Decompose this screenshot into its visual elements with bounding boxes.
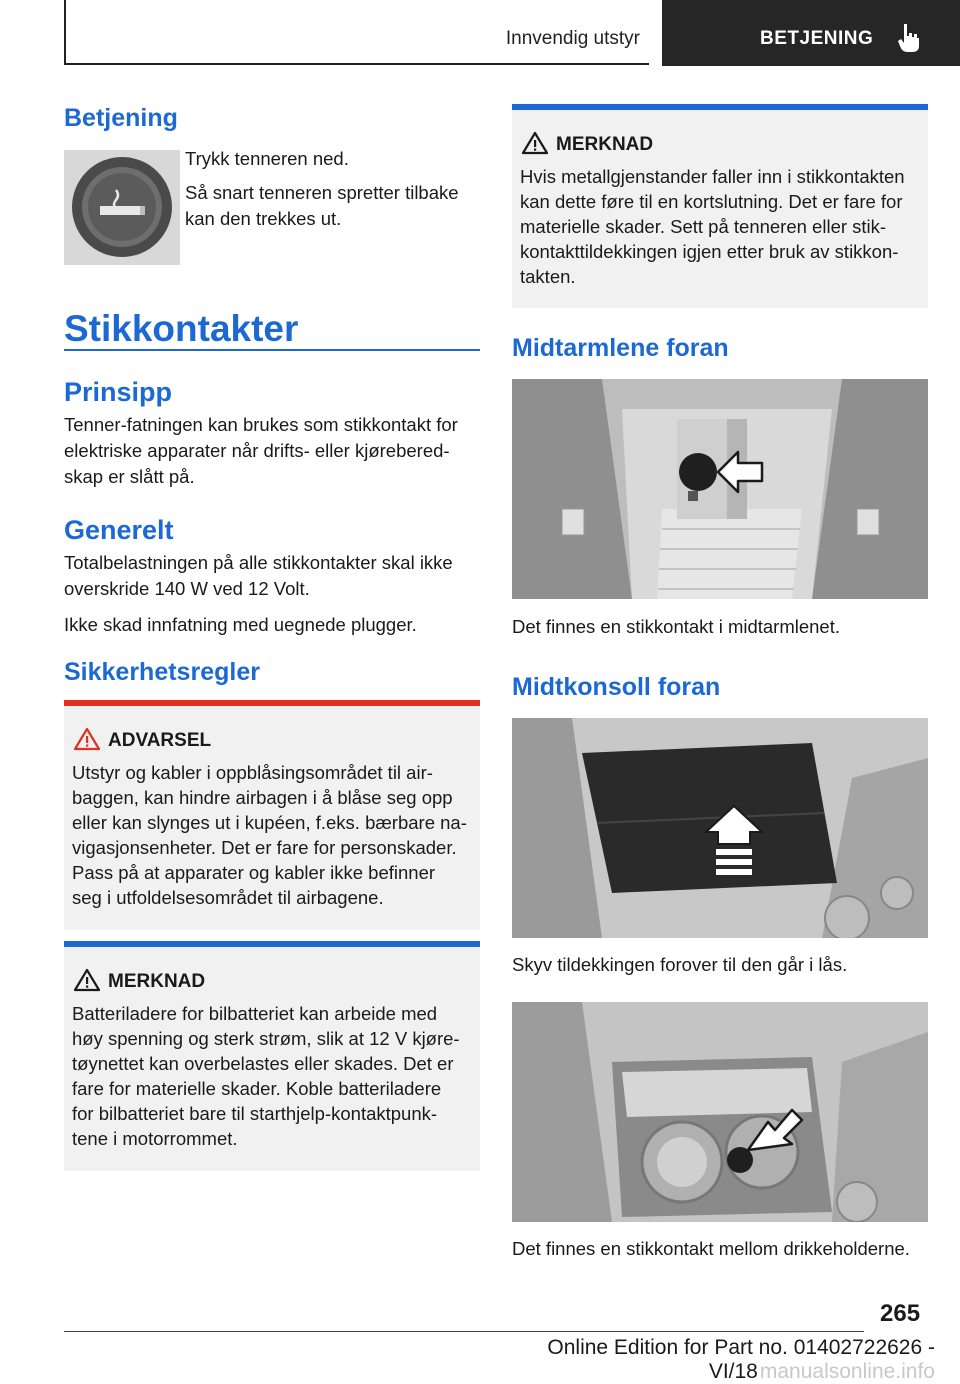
cupholder-caption: Det finnes en stikkontakt mellom drikkeholderne. bbox=[512, 1238, 910, 1259]
footer-watermark: manualsonline.info bbox=[759, 1360, 935, 1383]
notice-right-line-2: kan dette føre til en kortslutning. Det er fare for bbox=[520, 191, 903, 212]
generelt-line-2: overskride 140 W ved 12 Volt. bbox=[64, 578, 310, 599]
footer-rule bbox=[64, 1331, 864, 1332]
notice-box-left bbox=[64, 941, 480, 1171]
notice-title-right: MERKNAD bbox=[556, 134, 654, 155]
stikkontakter-rule bbox=[64, 349, 480, 351]
notice-bar-left bbox=[64, 941, 480, 947]
warning-bar bbox=[64, 700, 480, 706]
warning-line-5: Pass på at apparater og kabler ikke befinner bbox=[72, 862, 436, 883]
notice-left-line-4: fare for materielle skader. Koble batteriladere bbox=[72, 1078, 442, 1099]
notice-right-line-3: materielle skader. Sett på tenneren eller stik- bbox=[520, 216, 887, 237]
cupholder-illustration bbox=[512, 1002, 928, 1222]
cigarette-lighter-image bbox=[64, 150, 180, 265]
notice-body-right bbox=[520, 164, 920, 289]
cupholder-photo bbox=[512, 1002, 928, 1222]
footer-edition-text: Online Edition for Part no. 01402722626 - VI/18 bbox=[547, 1336, 935, 1383]
heading-generelt: Generelt bbox=[64, 515, 174, 545]
betjening-text bbox=[185, 146, 485, 232]
warning-box bbox=[64, 700, 480, 930]
prinsipp-line-1: Tenner-fatningen kan brukes som stikkontakt for bbox=[64, 414, 458, 435]
heading-prinsipp: Prinsipp bbox=[64, 377, 173, 407]
armrest-caption: Det finnes en stikkontakt i midtarmlenet. bbox=[512, 616, 841, 637]
prinsipp-line-2: elektriske apparater når drifts- eller kjørebered- bbox=[64, 440, 450, 461]
armrest-illustration bbox=[512, 379, 928, 599]
betjening-line-1: Trykk tenneren ned. bbox=[185, 148, 349, 169]
prinsipp-text bbox=[64, 412, 484, 490]
header-section-title: Innvendig utstyr bbox=[505, 28, 640, 49]
header-bottom-rule bbox=[64, 63, 649, 65]
console-cover-caption: Skyv tildekkingen forover til den går i lås. bbox=[512, 954, 848, 975]
warning-title: ADVARSEL bbox=[108, 730, 212, 751]
header-left-rule bbox=[64, 0, 66, 64]
heading-midtkonsoll: Midtkonsoll foran bbox=[512, 673, 721, 701]
footer-edition bbox=[475, 1336, 935, 1384]
console-cover-photo bbox=[512, 718, 928, 938]
heading-betjening: Betjening bbox=[64, 104, 178, 132]
notice-bar-right bbox=[512, 104, 928, 110]
armrest-photo bbox=[512, 379, 928, 599]
heading-sikkerhetsregler: Sikkerhetsregler bbox=[64, 658, 260, 686]
warning-line-4: vigasjonsenheter. Det er fare for personskader. bbox=[72, 837, 457, 858]
page-number: 265 bbox=[880, 1300, 921, 1327]
header-chapter-title: BETJENING bbox=[760, 28, 874, 49]
notice-body-left bbox=[72, 1001, 472, 1151]
warning-line-6: seg i utfoldelsesområdet til airbagene. bbox=[72, 887, 384, 908]
notice-triangle-icon bbox=[74, 968, 100, 992]
generelt-text bbox=[64, 550, 484, 638]
notice-left-line-6: tene i motorrommet. bbox=[72, 1128, 238, 1149]
cigarette-lighter-icon bbox=[64, 150, 180, 265]
console-cover-illustration bbox=[512, 718, 928, 938]
notice-triangle-icon-right bbox=[522, 131, 548, 155]
notice-right-line-1: Hvis metallgjenstander faller inn i stikkontakten bbox=[520, 166, 905, 187]
notice-box-right bbox=[512, 104, 928, 308]
warning-line-2: baggen, kan hindre airbagen i å blåse seg opp bbox=[72, 787, 453, 808]
betjening-line-2: Så snart tenneren spretter tilbake bbox=[185, 182, 459, 203]
warning-body bbox=[72, 760, 472, 910]
notice-left-line-2: høy spenning og sterk strøm, slik at 12 V kjøre- bbox=[72, 1028, 460, 1049]
notice-left-line-1: Batteriladere for bilbatteriet kan arbeide med bbox=[72, 1003, 438, 1024]
betjening-line-3: kan den trekkes ut. bbox=[185, 208, 342, 229]
generelt-line-3: Ikke skad innfatning med uegnede plugger. bbox=[64, 614, 417, 635]
warning-line-1: Utstyr og kabler i oppblåsingsområdet til air- bbox=[72, 762, 433, 783]
hand-pointer-icon bbox=[896, 22, 922, 54]
notice-right-line-4: kontakttildekkingen igjen etter bruk av stikkon- bbox=[520, 241, 899, 262]
prinsipp-line-3: skap er slått på. bbox=[64, 466, 195, 487]
notice-right-line-5: takten. bbox=[520, 266, 576, 287]
header-chapter-tab bbox=[662, 0, 960, 66]
heading-stikkontakter: Stikkontakter bbox=[64, 308, 299, 349]
warning-triangle-icon bbox=[74, 727, 100, 751]
notice-left-line-3: tøynettet kan overbelastes eller skades. Det er bbox=[72, 1053, 454, 1074]
notice-left-line-5: for bilbatteriet bare til starthjelp-kontaktpunk- bbox=[72, 1103, 438, 1124]
notice-title-left: MERKNAD bbox=[108, 971, 206, 992]
generelt-line-1: Totalbelastningen på alle stikkontakter skal ikke bbox=[64, 552, 453, 573]
heading-midtarmlene: Midtarmlene foran bbox=[512, 334, 729, 362]
warning-line-3: eller kan slynges ut i kupéen, f.eks. bærbare na- bbox=[72, 812, 467, 833]
